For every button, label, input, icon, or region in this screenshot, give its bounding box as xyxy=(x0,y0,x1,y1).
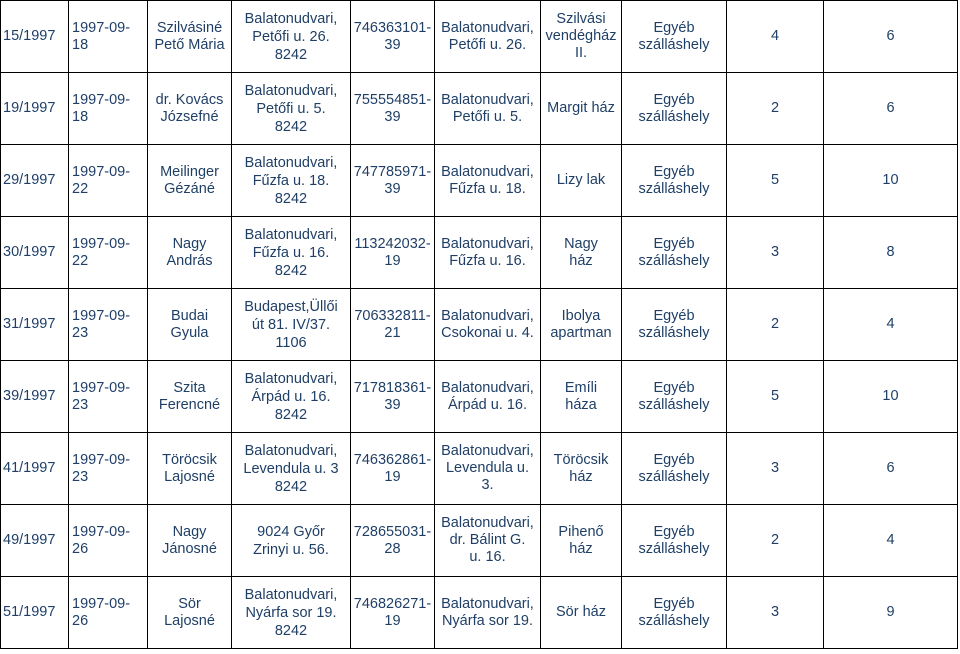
bed-count-cell: 10 xyxy=(824,145,958,217)
table-row xyxy=(1,505,958,577)
bed-count-cell: 8 xyxy=(824,217,958,289)
bed-count-cell: 10 xyxy=(824,361,958,433)
owner-name-cell: Nagy András xyxy=(148,217,232,289)
owner-address-cell: Balatonudvari, Nyárfa sor 19. 8242 xyxy=(232,577,351,649)
owner-name-cell: Meilinger Gézáné xyxy=(148,145,232,217)
accommodation-type-cell: Egyéb szálláshely xyxy=(622,73,727,145)
room-count-cell: 2 xyxy=(727,73,824,145)
accommodation-type-cell: Egyéb szálláshely xyxy=(622,1,727,73)
accommodation-type-cell: Egyéb szálláshely xyxy=(622,361,727,433)
tax-id-cell: 717818361- 39 xyxy=(351,361,435,433)
table-row xyxy=(1,289,958,361)
accommodation-type-cell: Egyéb szálláshely xyxy=(622,289,727,361)
table-row xyxy=(1,361,958,433)
owner-address-cell: Balatonudvari, Árpád u. 16. 8242 xyxy=(232,361,351,433)
accommodation-name-cell: Sör ház xyxy=(541,577,622,649)
owner-address-cell: Balatonudvari, Fűzfa u. 16. 8242 xyxy=(232,217,351,289)
registration-number-cell: 39/1997 xyxy=(1,361,69,433)
owner-address-cell: 9024 Győr Zrinyi u. 56. xyxy=(232,505,351,577)
site-address-cell: Balatonudvari, Levendula u. 3. xyxy=(435,433,541,505)
accommodation-name-cell: Töröcsik ház xyxy=(541,433,622,505)
room-count-cell: 3 xyxy=(727,577,824,649)
site-address-cell: Balatonudvari, Petőfi u. 26. xyxy=(435,1,541,73)
owner-address-cell: Balatonudvari, Petőfi u. 5. 8242 xyxy=(232,73,351,145)
table-row xyxy=(1,145,958,217)
table-row xyxy=(1,73,958,145)
table-row xyxy=(1,217,958,289)
tax-id-cell: 747785971- 39 xyxy=(351,145,435,217)
date-cell: 1997-09-26 xyxy=(69,505,148,577)
accommodation-type-cell: Egyéb szálláshely xyxy=(622,433,727,505)
site-address-cell: Balatonudvari, dr. Bálint G. u. 16. xyxy=(435,505,541,577)
registration-number-cell: 49/1997 xyxy=(1,505,69,577)
registration-number-cell: 31/1997 xyxy=(1,289,69,361)
owner-name-cell: Nagy Jánosné xyxy=(148,505,232,577)
date-cell: 1997-09-26 xyxy=(69,577,148,649)
table-row xyxy=(1,433,958,505)
registration-number-cell: 41/1997 xyxy=(1,433,69,505)
tax-id-cell: 755554851- 39 xyxy=(351,73,435,145)
bed-count-cell: 6 xyxy=(824,433,958,505)
owner-name-cell: dr. Kovács Józsefné xyxy=(148,73,232,145)
bed-count-cell: 6 xyxy=(824,73,958,145)
date-cell: 1997-09-18 xyxy=(69,1,148,73)
accommodation-type-cell: Egyéb szálláshely xyxy=(622,577,727,649)
date-cell: 1997-09-22 xyxy=(69,217,148,289)
owner-name-cell: Töröcsik Lajosné xyxy=(148,433,232,505)
room-count-cell: 3 xyxy=(727,433,824,505)
bed-count-cell: 6 xyxy=(824,1,958,73)
owner-name-cell: Sör Lajosné xyxy=(148,577,232,649)
bed-count-cell: 4 xyxy=(824,505,958,577)
accommodation-name-cell: Ibolya apartman xyxy=(541,289,622,361)
owner-name-cell: Budai Gyula xyxy=(148,289,232,361)
tax-id-cell: 746826271- 19 xyxy=(351,577,435,649)
site-address-cell: Balatonudvari, Árpád u. 16. xyxy=(435,361,541,433)
accommodation-name-cell: Nagy ház xyxy=(541,217,622,289)
owner-address-cell: Balatonudvari, Levendula u. 3 8242 xyxy=(232,433,351,505)
site-address-cell: Balatonudvari, Fűzfa u. 18. xyxy=(435,145,541,217)
owner-address-cell: Budapest,Üllői út 81. IV/37. 1106 xyxy=(232,289,351,361)
site-address-cell: Balatonudvari, Fűzfa u. 16. xyxy=(435,217,541,289)
room-count-cell: 5 xyxy=(727,145,824,217)
table-row xyxy=(1,577,958,649)
registration-number-cell: 30/1997 xyxy=(1,217,69,289)
accommodation-name-cell: Margit ház xyxy=(541,73,622,145)
tax-id-cell: 728655031- 28 xyxy=(351,505,435,577)
table-row xyxy=(1,1,958,73)
room-count-cell: 2 xyxy=(727,505,824,577)
tax-id-cell: 113242032- 19 xyxy=(351,217,435,289)
date-cell: 1997-09-23 xyxy=(69,433,148,505)
tax-id-cell: 746363101- 39 xyxy=(351,1,435,73)
date-cell: 1997-09-23 xyxy=(69,289,148,361)
accommodation-type-cell: Egyéb szálláshely xyxy=(622,145,727,217)
owner-address-cell: Balatonudvari, Fűzfa u. 18. 8242 xyxy=(232,145,351,217)
bed-count-cell: 9 xyxy=(824,577,958,649)
bed-count-cell: 4 xyxy=(824,289,958,361)
room-count-cell: 4 xyxy=(727,1,824,73)
owner-name-cell: Szita Ferencné xyxy=(148,361,232,433)
site-address-cell: Balatonudvari, Petőfi u. 5. xyxy=(435,73,541,145)
registration-number-cell: 15/1997 xyxy=(1,1,69,73)
accommodation-name-cell: Lizy lak xyxy=(541,145,622,217)
owner-name-cell: Szilvásiné Pető Mária xyxy=(148,1,232,73)
tax-id-cell: 706332811- 21 xyxy=(351,289,435,361)
date-cell: 1997-09-22 xyxy=(69,145,148,217)
registration-number-cell: 51/1997 xyxy=(1,577,69,649)
site-address-cell: Balatonudvari, Csokonai u. 4. xyxy=(435,289,541,361)
owner-address-cell: Balatonudvari, Petőfi u. 26. 8242 xyxy=(232,1,351,73)
accommodation-name-cell: Szilvási vendégház II. xyxy=(541,1,622,73)
accommodation-type-cell: Egyéb szálláshely xyxy=(622,217,727,289)
accommodation-name-cell: Pihenő ház xyxy=(541,505,622,577)
accommodation-name-cell: Emíli háza xyxy=(541,361,622,433)
registration-number-cell: 29/1997 xyxy=(1,145,69,217)
date-cell: 1997-09-23 xyxy=(69,361,148,433)
date-cell: 1997-09-18 xyxy=(69,73,148,145)
room-count-cell: 5 xyxy=(727,361,824,433)
accommodation-type-cell: Egyéb szálláshely xyxy=(622,505,727,577)
room-count-cell: 2 xyxy=(727,289,824,361)
registration-number-cell: 19/1997 xyxy=(1,73,69,145)
tax-id-cell: 746362861- 19 xyxy=(351,433,435,505)
room-count-cell: 3 xyxy=(727,217,824,289)
site-address-cell: Balatonudvari, Nyárfa sor 19. xyxy=(435,577,541,649)
